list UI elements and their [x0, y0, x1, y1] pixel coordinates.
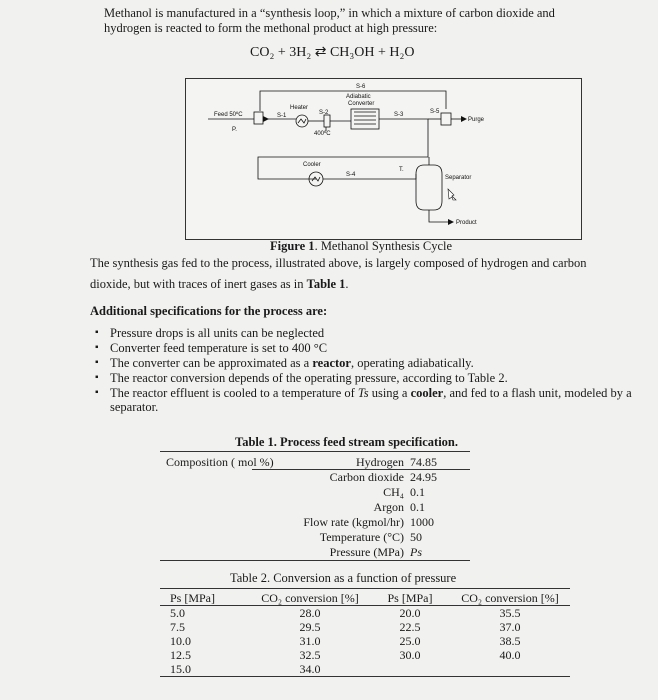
- table2-row: 10.0 31.0 25.0 38.5: [170, 634, 521, 648]
- label-s4: S-4: [346, 172, 356, 178]
- paragraph-2-line-1: The synthesis gas fed to the process, illustrated above, is largely composed of hydrogen and carbon: [90, 256, 587, 270]
- spec-item: ▪ The reactor conversion depends of the operating pressure, according to Table 2.: [95, 371, 635, 385]
- spec-item: ▪ Pressure drops is all units can be neglected: [95, 326, 635, 340]
- table1-bottom-rule: [160, 560, 470, 561]
- label-400c: 400ºC: [314, 131, 331, 137]
- label-product: Product: [456, 220, 477, 226]
- table1-row: Pressure (MPa) Ps: [329, 545, 422, 559]
- label-heater: Heater: [290, 105, 309, 111]
- table1-top-rule: [160, 451, 470, 452]
- table2-title: Table 2. Conversion as a function of pressure: [230, 571, 457, 585]
- table1-header: Composition ( mol %): [166, 455, 274, 469]
- spec-item: ▪ Converter feed temperature is set to 400 °C: [95, 341, 635, 355]
- label-adiabatic: Adiabatic: [346, 94, 371, 100]
- table1-row: CH₄ 0.1: [383, 485, 425, 499]
- table1-row: Carbon dioxide 24.95: [329, 470, 437, 484]
- label-converter: Converter: [348, 101, 375, 107]
- cursor-icon: [448, 189, 456, 200]
- spec-item: ▪ The converter can be approximated as a reactor, operating adiabatically.: [95, 356, 635, 370]
- specs-list: [95, 326, 635, 415]
- label-ts: T.: [399, 167, 404, 173]
- table2-top-rule: [160, 588, 570, 589]
- specs-heading: Additional specifications for the process are:: [90, 304, 328, 318]
- label-s3: S-3: [394, 112, 404, 118]
- label-cooler: Cooler: [303, 162, 321, 168]
- label-purge: Purge: [468, 117, 485, 123]
- table2: [160, 591, 570, 677]
- figure-caption: Figure 1. Methanol Synthesis Cycle: [270, 239, 453, 253]
- label-s1: S-1: [277, 113, 287, 119]
- spec-item: ▪ The reactor effluent is cooled to a temperature of Ts using a cooler, and fed to a flash unit, modeled by a separator.: [95, 386, 635, 414]
- label-p: P.: [232, 127, 237, 133]
- table2-row: 12.5 32.5 30.0 40.0: [170, 648, 521, 662]
- label-s5: S-5: [430, 109, 440, 115]
- label-s2: S-2: [319, 110, 329, 116]
- table2-row: 15.0 34.0: [160, 662, 570, 677]
- label-s6: S-6: [356, 84, 366, 90]
- table1-row: Argon 0.1: [373, 500, 425, 514]
- intro-line-2: hydrogen is reacted to form the methonal product at high pressure:: [104, 21, 438, 35]
- table1-title: Table 1. Process feed stream specification.: [235, 435, 458, 449]
- table2-row: 7.5 29.5 22.5 37.0: [170, 620, 521, 634]
- label-feed: Feed 50ºC: [214, 112, 243, 118]
- paragraph-2-line-2: dioxide, but with traces of inert gases as in Table 1.: [90, 277, 349, 291]
- intro-line-1: Methanol is manufactured in a “synthesis loop,” in which a mixture of carbon dioxide and: [104, 6, 555, 20]
- table1-row: Temperature (°C) 50: [319, 530, 422, 544]
- process-flow-diagram: [185, 78, 582, 240]
- reaction-equation: CO₂ + 3H₂ ⇄ CH₃OH + H₂O: [250, 45, 415, 60]
- table1-row: Flow rate (kgmol/hr) 1000: [303, 515, 434, 529]
- label-separator: Separator: [445, 175, 472, 181]
- table2-row: 5.0 28.0 20.0 35.5: [170, 606, 521, 620]
- flowsheet-svg: [186, 79, 581, 239]
- table2-header-row: Ps [MPa] CO₂ conversion [%] Ps [MPa] CO₂ conversion [%]: [160, 591, 570, 606]
- table1-row: Hydrogen 74.85: [356, 455, 437, 469]
